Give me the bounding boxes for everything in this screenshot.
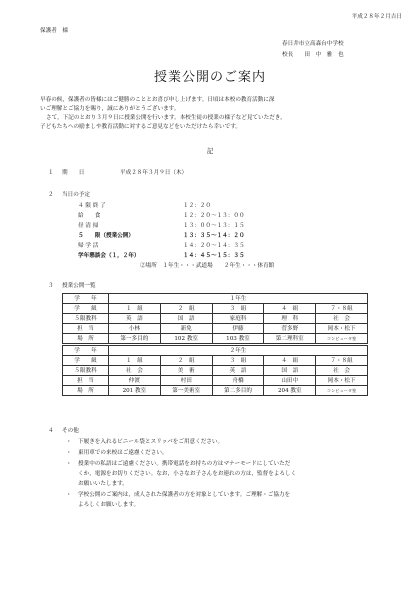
class-cell: ３ 組 <box>212 304 264 314</box>
intro-line-4: 子どもたちへの励ましや教育活動に対するご意見などをいただけたら幸いです。 <box>40 124 241 130</box>
intro-line-3: さて，下記のとおり３月９日に授業公開を行います。本校生徒の授業の様子など見ていただき， <box>46 115 286 121</box>
class-cell: ７・８組 <box>316 356 368 366</box>
schedule-item-name: 昼 清 掃 <box>78 223 99 229</box>
section-3-label: 授業公開一覧 <box>62 283 96 289</box>
class-header-cell: 学 級 <box>63 356 109 366</box>
bullet-icon: ・ <box>66 492 72 498</box>
issue-date: 平成２８年２月吉日 <box>351 14 402 20</box>
schedule-table-grade-2 <box>62 345 368 396</box>
table-cell: 舟橋 <box>212 376 264 386</box>
grade-header-cell: 学 年 <box>63 294 109 304</box>
grade-header-cell: 学 年 <box>63 346 109 356</box>
schedule-item-name: 学年懇談会（１，２年） <box>78 253 140 259</box>
table-cell: 菅多野 <box>264 324 316 334</box>
table-cell: 社 会 <box>109 366 161 376</box>
table-row <box>63 324 368 334</box>
school-name: 春日井市立高森台中学校 <box>282 41 344 47</box>
other-item: くか，電源をお切りください。なお，小さなお子さんをお連れの方は，監督をよろしく <box>78 471 297 477</box>
section-4-number: ４ <box>48 428 54 434</box>
table-cell: 社 会 <box>316 314 368 324</box>
bullet-icon: ・ <box>66 461 72 467</box>
table-cell: 新免 <box>160 324 212 334</box>
schedule-note: ②場所 １年生・・・武道場 ２年生・・・体育館 <box>140 263 275 269</box>
intro-line-1: 早春の候，保護者の皆様にはご健勝のこととお喜び申し上げます。日頃は本校の教育活動に深 <box>40 97 275 103</box>
other-item: 授業中の私語はご遠慮ください。携帯電話をお持ちの方はマナーモードにしていただ <box>78 461 291 467</box>
other-item: 学校公開のご案内は，成人された保護者の方を対象としています。ご理解・ご協力を <box>78 492 291 498</box>
schedule-item-time: １４：２０～１４：３５ <box>183 243 245 249</box>
table-cell: 家庭科 <box>212 314 264 324</box>
schedule-item-name: 帰 学 活 <box>78 243 99 249</box>
table-cell: 英 語 <box>212 366 264 376</box>
other-item: 東用車での来校はご遠慮ください。 <box>78 450 168 456</box>
table-cell: コンピュータ室 <box>316 386 368 396</box>
section-1-number: １ <box>48 170 54 176</box>
grade-value-cell: ２年生 <box>109 346 368 356</box>
class-cell: ４ 組 <box>264 356 316 366</box>
table-cell: 102 教室 <box>160 334 212 344</box>
page-title: 授業公開のご案内 <box>153 70 266 85</box>
row-label-cell: 担 当 <box>63 376 109 386</box>
table-cell: 103 教室 <box>212 334 264 344</box>
table-cell: 小林 <box>109 324 161 334</box>
table-cell: 岡本・松下 <box>316 324 368 334</box>
class-cell: ３ 組 <box>212 356 264 366</box>
schedule-item-name: ４ 限 終 了 <box>78 203 106 209</box>
section-2-label: 当日の予定 <box>62 192 90 198</box>
table-cell: 国 語 <box>160 314 212 324</box>
schedule-item-time: １２：２０～１３：００ <box>183 213 245 219</box>
schedule-item-name: 給 食 <box>78 213 101 219</box>
class-cell: ４ 組 <box>264 304 316 314</box>
table-cell: 伊藤 <box>212 324 264 334</box>
schedule-item-time: １４：４５～１５：３５ <box>183 253 245 259</box>
class-cell: ２ 組 <box>160 356 212 366</box>
table-cell: 201 教室 <box>109 386 161 396</box>
table-cell: 第一多目的 <box>109 334 161 344</box>
row-label-cell: ５限教科 <box>63 366 109 376</box>
table-cell: コンピュータ室 <box>316 334 368 344</box>
class-cell: １ 組 <box>109 304 161 314</box>
section-1-label: 期 日 <box>62 170 85 176</box>
schedule-table-grade-1 <box>62 293 368 344</box>
table-cell: 美 術 <box>160 366 212 376</box>
class-header-cell: 学 級 <box>63 304 109 314</box>
row-label-cell: 場 所 <box>63 386 109 396</box>
schedule-item-name: ５ 限（授業公開） <box>78 233 134 239</box>
table-row <box>63 314 368 324</box>
class-cell: ７・８組 <box>316 304 368 314</box>
other-item: お願いいたします。 <box>78 481 128 487</box>
table-cell: 英 語 <box>109 314 161 324</box>
table-cell: 国 語 <box>264 366 316 376</box>
recipient: 保護者 様 <box>40 28 68 34</box>
row-label-cell: ５限教科 <box>63 314 109 324</box>
table-row <box>63 366 368 376</box>
intro-line-2: いご理解とご協力を賜り，誠にありがとうございます。 <box>40 106 180 112</box>
table-row <box>63 334 368 344</box>
other-item: 下履きを入れるビニール袋とスリッパをご用意ください。 <box>78 439 224 445</box>
principal-name: 校長 田 中 雅 也 <box>282 52 344 58</box>
ki-mark: 記 <box>206 148 214 155</box>
schedule-item-time: １２：２０ <box>183 203 211 209</box>
section-1-date: 平成２８年３月９日（木） <box>120 170 188 176</box>
class-cell: １ 組 <box>109 356 161 366</box>
grade-value-cell: １年生 <box>109 294 368 304</box>
table-cell: 岡本・松下 <box>316 376 368 386</box>
table-row <box>63 386 368 396</box>
bullet-icon: ・ <box>66 450 72 456</box>
row-label-cell: 場 所 <box>63 334 109 344</box>
table-cell: 山田中 <box>264 376 316 386</box>
bullet-icon: ・ <box>66 439 72 445</box>
table-cell: 204 教室 <box>264 386 316 396</box>
table-cell: 第二理科室 <box>264 334 316 344</box>
table-cell: 第一美術室 <box>160 386 212 396</box>
schedule-item-time: １３：３５～１４：２０ <box>183 233 245 239</box>
table-cell: 村田 <box>160 376 212 386</box>
section-3-number: ３ <box>48 283 54 289</box>
row-label-cell: 担 当 <box>63 324 109 334</box>
class-cell: ２ 組 <box>160 304 212 314</box>
other-item: よろしくお願いします。 <box>78 502 140 508</box>
table-cell: 仲渡 <box>109 376 161 386</box>
table-cell: 第二多目的 <box>212 386 264 396</box>
section-4-label: その他 <box>62 428 79 434</box>
section-2-number: ２ <box>48 192 54 198</box>
table-row <box>63 376 368 386</box>
schedule-item-time: １３：００～１３：１５ <box>183 223 245 229</box>
table-cell: 社 会 <box>316 366 368 376</box>
table-cell: 理 科 <box>264 314 316 324</box>
